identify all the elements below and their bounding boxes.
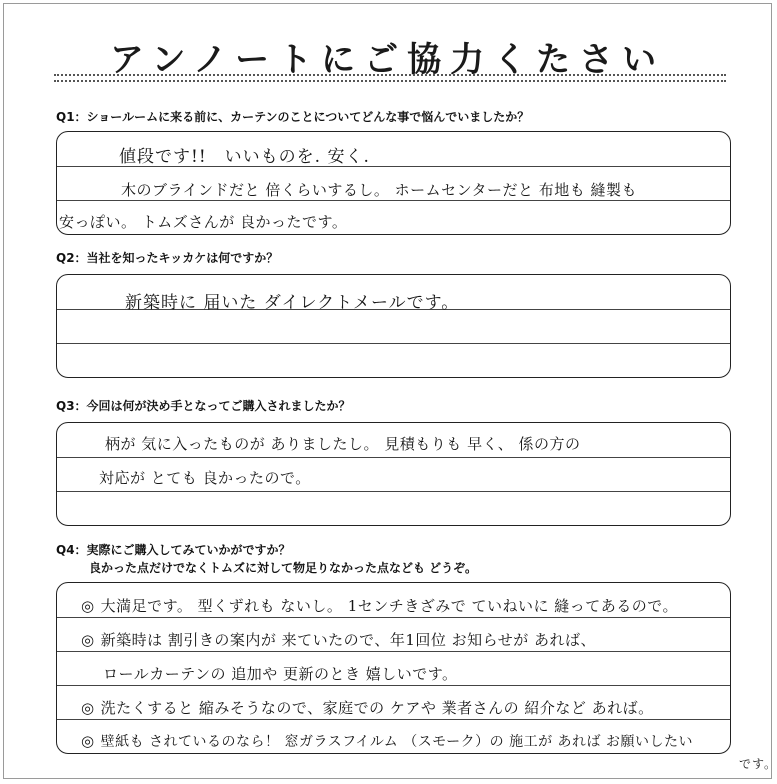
q4-rule-3 <box>57 685 730 686</box>
q1-answer-line-2: 木のブラインドだと 倍くらいするし。 ホームセンターだと 布地も 縫製も <box>121 181 638 199</box>
q4-answer-text-1: 大満足です。 型くずれも ないし。 1センチきざみで ていねいに 縫ってあるので。 <box>100 597 678 615</box>
q1-answer-line-3: 安っぽい。 トムズさんが 良かったです。 <box>59 213 348 231</box>
q4-question-line-2: 良かった点だけでなくトムズに対して物足りなかった点なども どうぞ。 <box>89 561 477 575</box>
q4-rule-1 <box>57 617 730 618</box>
q1-answer-line-1: 値段です!! いいものを. 安く. <box>119 147 370 167</box>
q3-rule-2 <box>57 491 730 492</box>
q1-answer-box <box>56 131 731 235</box>
q3-rule-1 <box>57 457 730 458</box>
q1-rule-2 <box>57 200 730 201</box>
q4-answer-box <box>56 582 731 754</box>
q4-answer-text-4: 洗たくすると 縮みそうなので、家庭での ケアや 業者さんの 紹介など あれば。 <box>100 699 654 717</box>
q4-answer-item-1 <box>81 595 678 616</box>
q2-answer-box <box>56 274 731 378</box>
survey-sheet <box>3 3 777 779</box>
q2-question: Q2：当社を知ったキッカケは何ですか？ <box>56 251 279 265</box>
q4-bullet-2: ◎ <box>81 631 95 649</box>
q4-answer-text-2: 新築時は 割引きの案内が 来ていたので、年1回位 お知らせが あれば、 <box>100 631 596 649</box>
q4-answer-item-4 <box>81 697 654 718</box>
q4-question-line-1: Q4：実際にご購入してみていかがですか？ <box>56 543 291 557</box>
q3-answer-line-1: 柄が 気に入ったものが ありましたし。 見積もりも 早く、 係の方の <box>105 435 581 453</box>
q1-question: Q1：ショールームに来る前に、カーテンのことについてどんな事で悩んでいましたか？ <box>56 110 530 124</box>
q4-answer-text-3: ロールカーテンの 追加や 更新のとき 嬉しいです。 <box>103 665 458 683</box>
q3-answer-line-2: 対応が とても 良かったので。 <box>99 469 311 487</box>
q4-answer-item-2 <box>81 629 596 650</box>
q2-answer-line-1: 新築時に 届いた ダイレクトメールです。 <box>125 293 460 313</box>
q3-question: Q3：今回は何が決め手となってご購入されましたか？ <box>56 399 351 413</box>
q4-rule-4 <box>57 719 730 720</box>
title-divider <box>54 74 726 82</box>
q4-rule-2 <box>57 651 730 652</box>
q2-rule-2 <box>57 343 730 344</box>
q4-overflow-text: です。 <box>739 757 777 771</box>
q3-answer-box <box>56 422 731 526</box>
q4-bullet-4: ◎ <box>81 732 95 750</box>
q4-answer-text-5: 壁紙も されているのなら！ 窓ガラスフイルム （スモーク）の 施工が あれば お願いしたい <box>100 734 693 750</box>
survey-title: アンノートにご協力くたさい <box>109 40 666 80</box>
q4-bullet-1: ◎ <box>81 597 95 615</box>
q4-answer-item-5 <box>81 731 693 751</box>
q4-bullet-3: ◎ <box>81 699 95 717</box>
